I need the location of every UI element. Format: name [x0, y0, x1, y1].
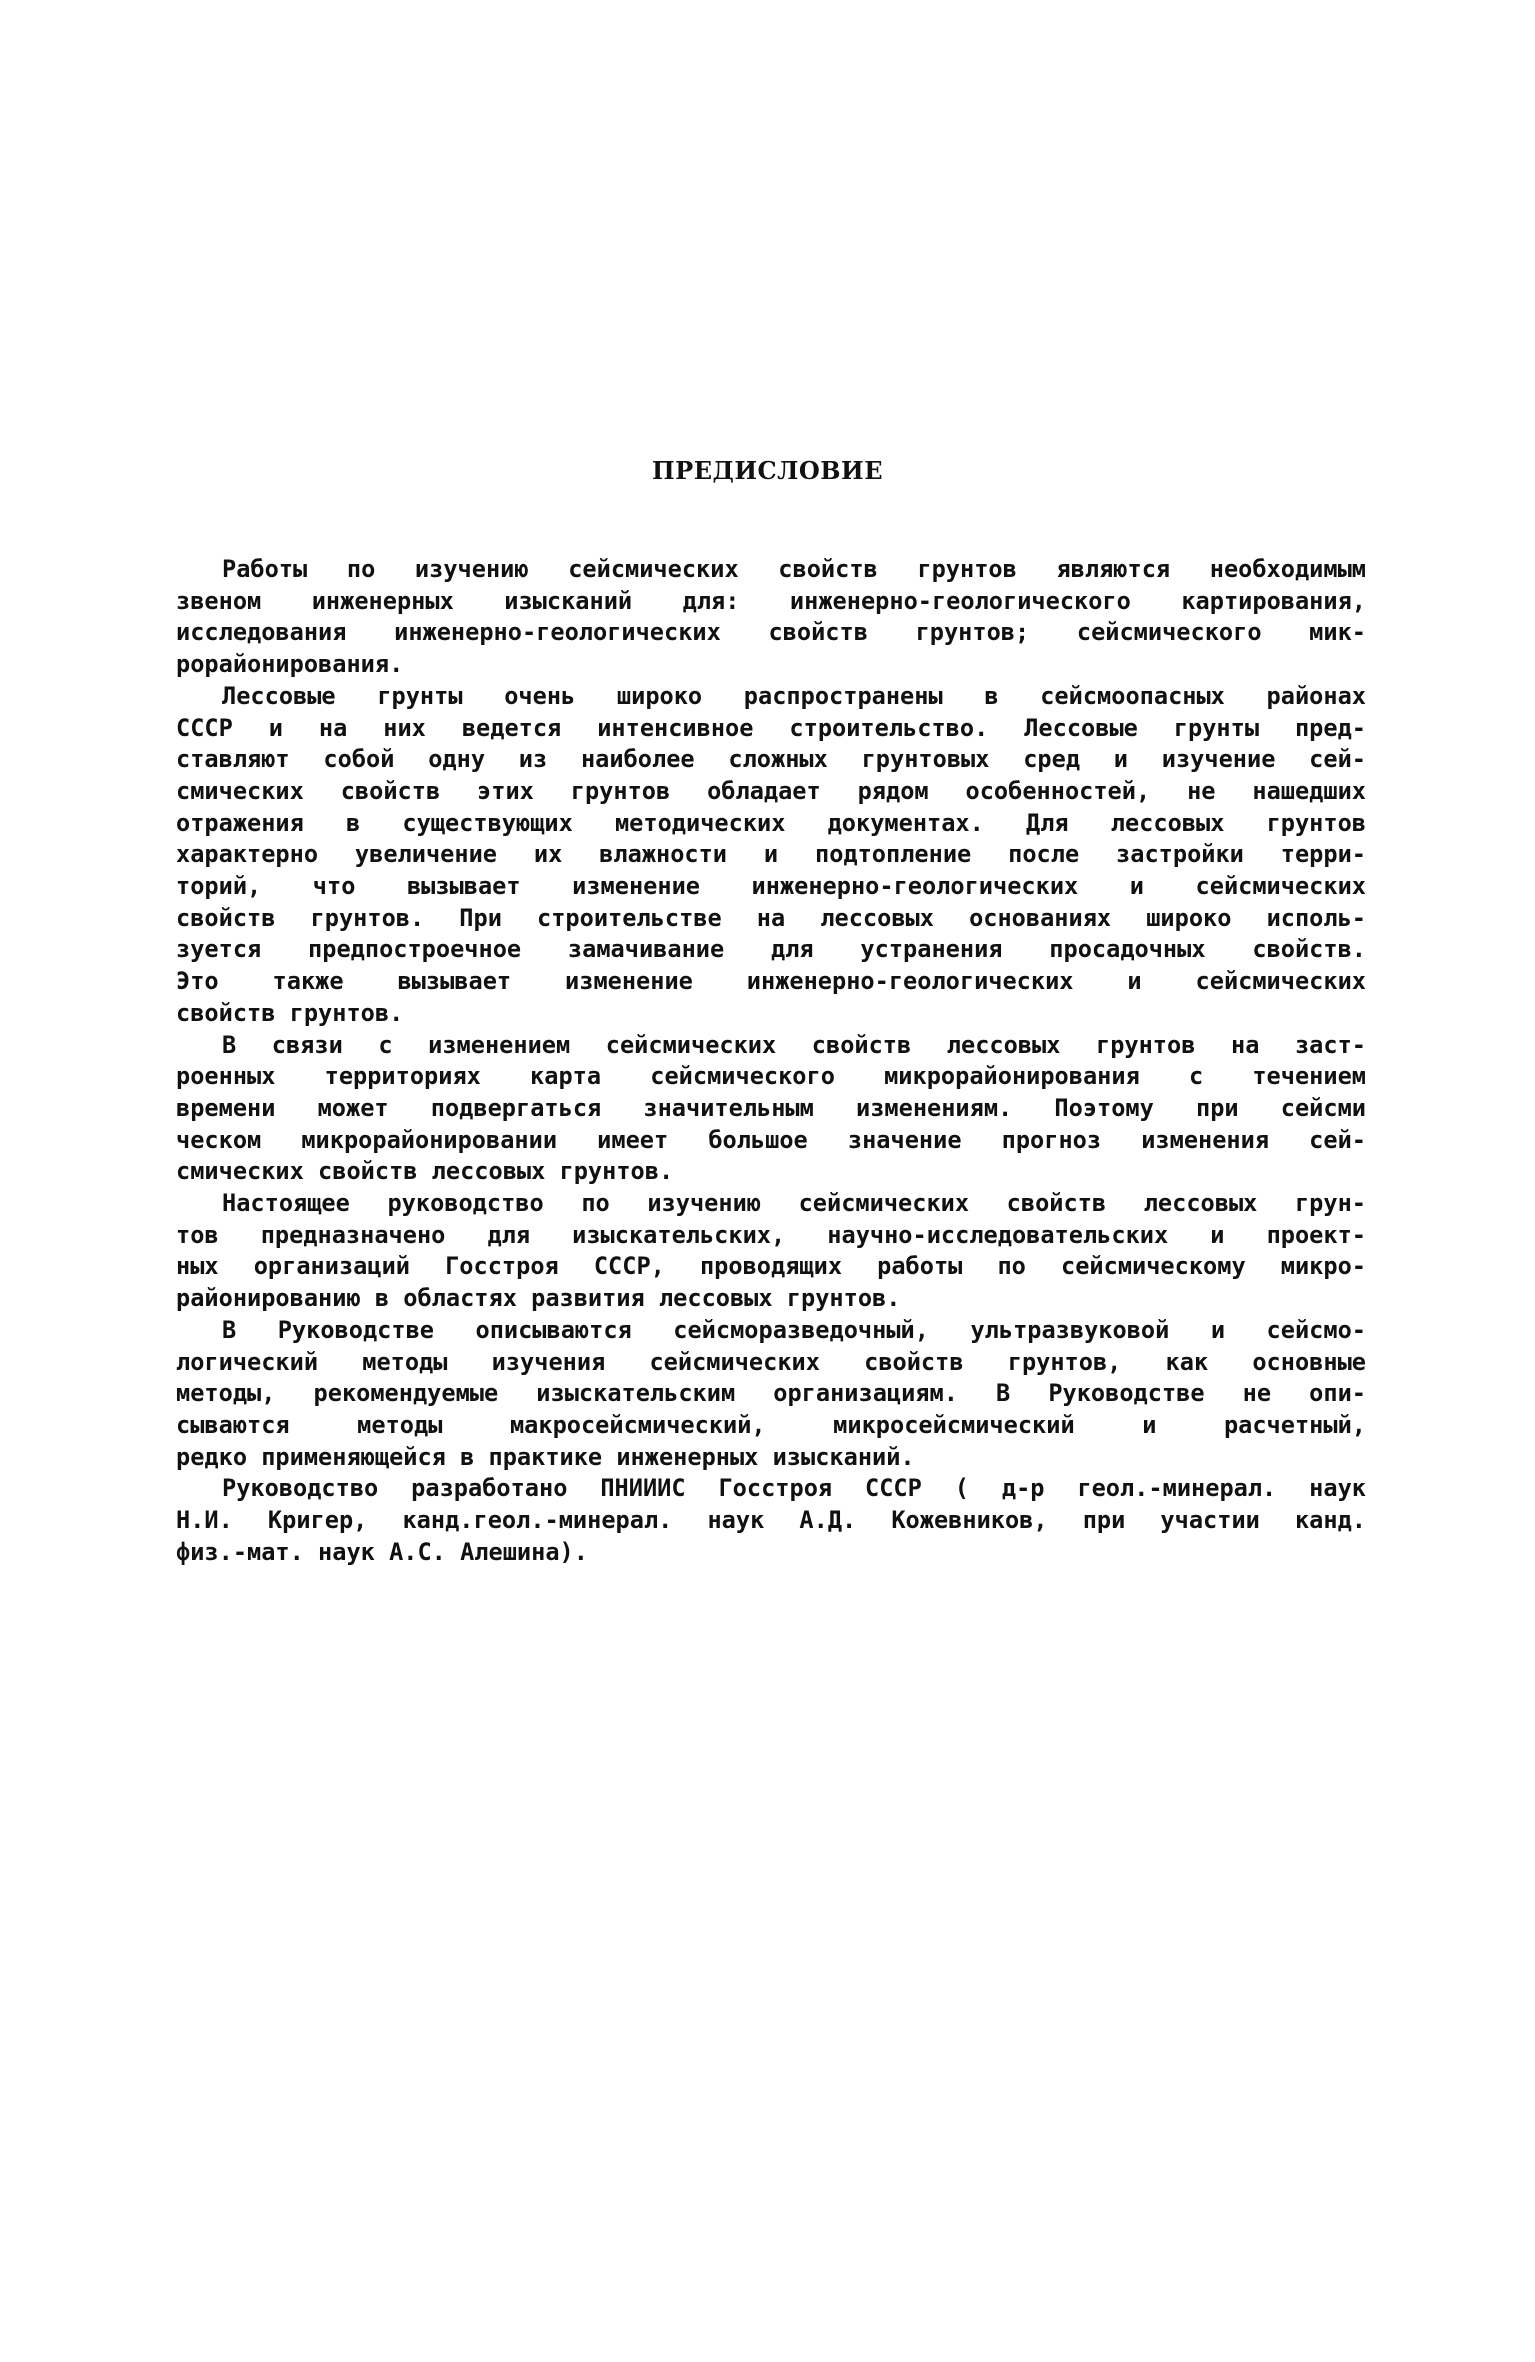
- text-line: зуется предпостроечное замачивание для устранения просадочных свойств.: [176, 935, 1366, 964]
- text-line: времени может подвергаться значительным изменениям. Поэтому при сейсми: [176, 1093, 1366, 1122]
- text-line: физ.-мат. наук А.С. Алешина).: [176, 1537, 588, 1566]
- text-line: Это также вызывает изменение инженерно-геологических и сейсмических: [176, 967, 1366, 996]
- text-line: ных организаций Госстроя СССР, проводящих работы по сейсмическому микро-: [176, 1252, 1366, 1281]
- document-body: [176, 554, 1366, 1569]
- text-line: Лессовые грунты очень широко распространены в сейсмоопасных районах: [222, 681, 1366, 710]
- text-line: В связи с изменением сейсмических свойств лессовых грунтов на заст-: [222, 1030, 1366, 1059]
- paragraph: [176, 681, 1366, 1030]
- page-title: ПРЕДИСЛОВИЕ: [651, 456, 883, 485]
- text-line: рорайонирования.: [176, 650, 404, 679]
- text-line: отражения в существующих методических документах. Для лессовых грунтов: [176, 808, 1366, 837]
- text-line: торий, что вызывает изменение инженерно-геологических и сейсмических: [176, 872, 1366, 901]
- text-line: Руководство разработано ПНИИИС Госстроя СССР ( д-р геол.-минерал. наук: [222, 1474, 1366, 1503]
- text-line: сываются методы макросейсмический, микросейсмический и расчетный,: [176, 1410, 1366, 1439]
- paragraph: [176, 554, 1366, 681]
- text-line: смических свойств этих грунтов обладает рядом особенностей, не нашедших: [176, 776, 1366, 805]
- text-line: ставляют собой одну из наиболее сложных грунтовых сред и изучение сей-: [176, 745, 1366, 774]
- text-line: логический методы изучения сейсмических свойств грунтов, как основные: [176, 1347, 1366, 1376]
- paragraph: [176, 1030, 1366, 1189]
- text-line: В Руководстве описываются сейсморазведочный, ультразвуковой и сейсмо-: [222, 1315, 1366, 1344]
- text-line: свойств грунтов. При строительстве на лессовых основаниях широко исполь-: [176, 903, 1366, 932]
- paragraph: [176, 1473, 1366, 1568]
- text-line: ческом микрорайонировании имеет большое значение прогноз изменения сей-: [176, 1125, 1366, 1154]
- text-line: редко применяющейся в практике инженерных изысканий.: [176, 1442, 915, 1471]
- text-line: Настоящее руководство по изучению сейсмических свойств лессовых грун-: [222, 1189, 1366, 1218]
- text-line: Н.И. Кригер, канд.геол.-минерал. наук А.Д. Кожевников, при участии канд.: [176, 1506, 1366, 1535]
- text-line: методы, рекомендуемые изыскательским организациям. В Руководстве не опи-: [176, 1379, 1366, 1408]
- text-line: СССР и на них ведется интенсивное строительство. Лессовые грунты пред-: [176, 713, 1366, 742]
- text-line: смических свойств лессовых грунтов.: [176, 1157, 674, 1186]
- text-line: характерно увеличение их влажности и подтопление после застройки терри-: [176, 840, 1366, 869]
- text-line: свойств грунтов.: [176, 998, 404, 1027]
- text-line: звеном инженерных изысканий для: инженерно-геологического картирования,: [176, 586, 1366, 615]
- text-line: районированию в областях развития лессовых грунтов.: [176, 1284, 901, 1313]
- text-line: тов предназначено для изыскательских, научно-исследовательских и проект-: [176, 1220, 1366, 1249]
- text-line: исследования инженерно-геологических свойств грунтов; сейсмического мик-: [176, 618, 1366, 647]
- paragraph: [176, 1315, 1366, 1474]
- paragraph: [176, 1188, 1366, 1315]
- text-line: Работы по изучению сейсмических свойств грунтов являются необходимым: [222, 555, 1366, 583]
- text-line: роенных территориях карта сейсмического микрорайонирования с течением: [176, 1062, 1366, 1091]
